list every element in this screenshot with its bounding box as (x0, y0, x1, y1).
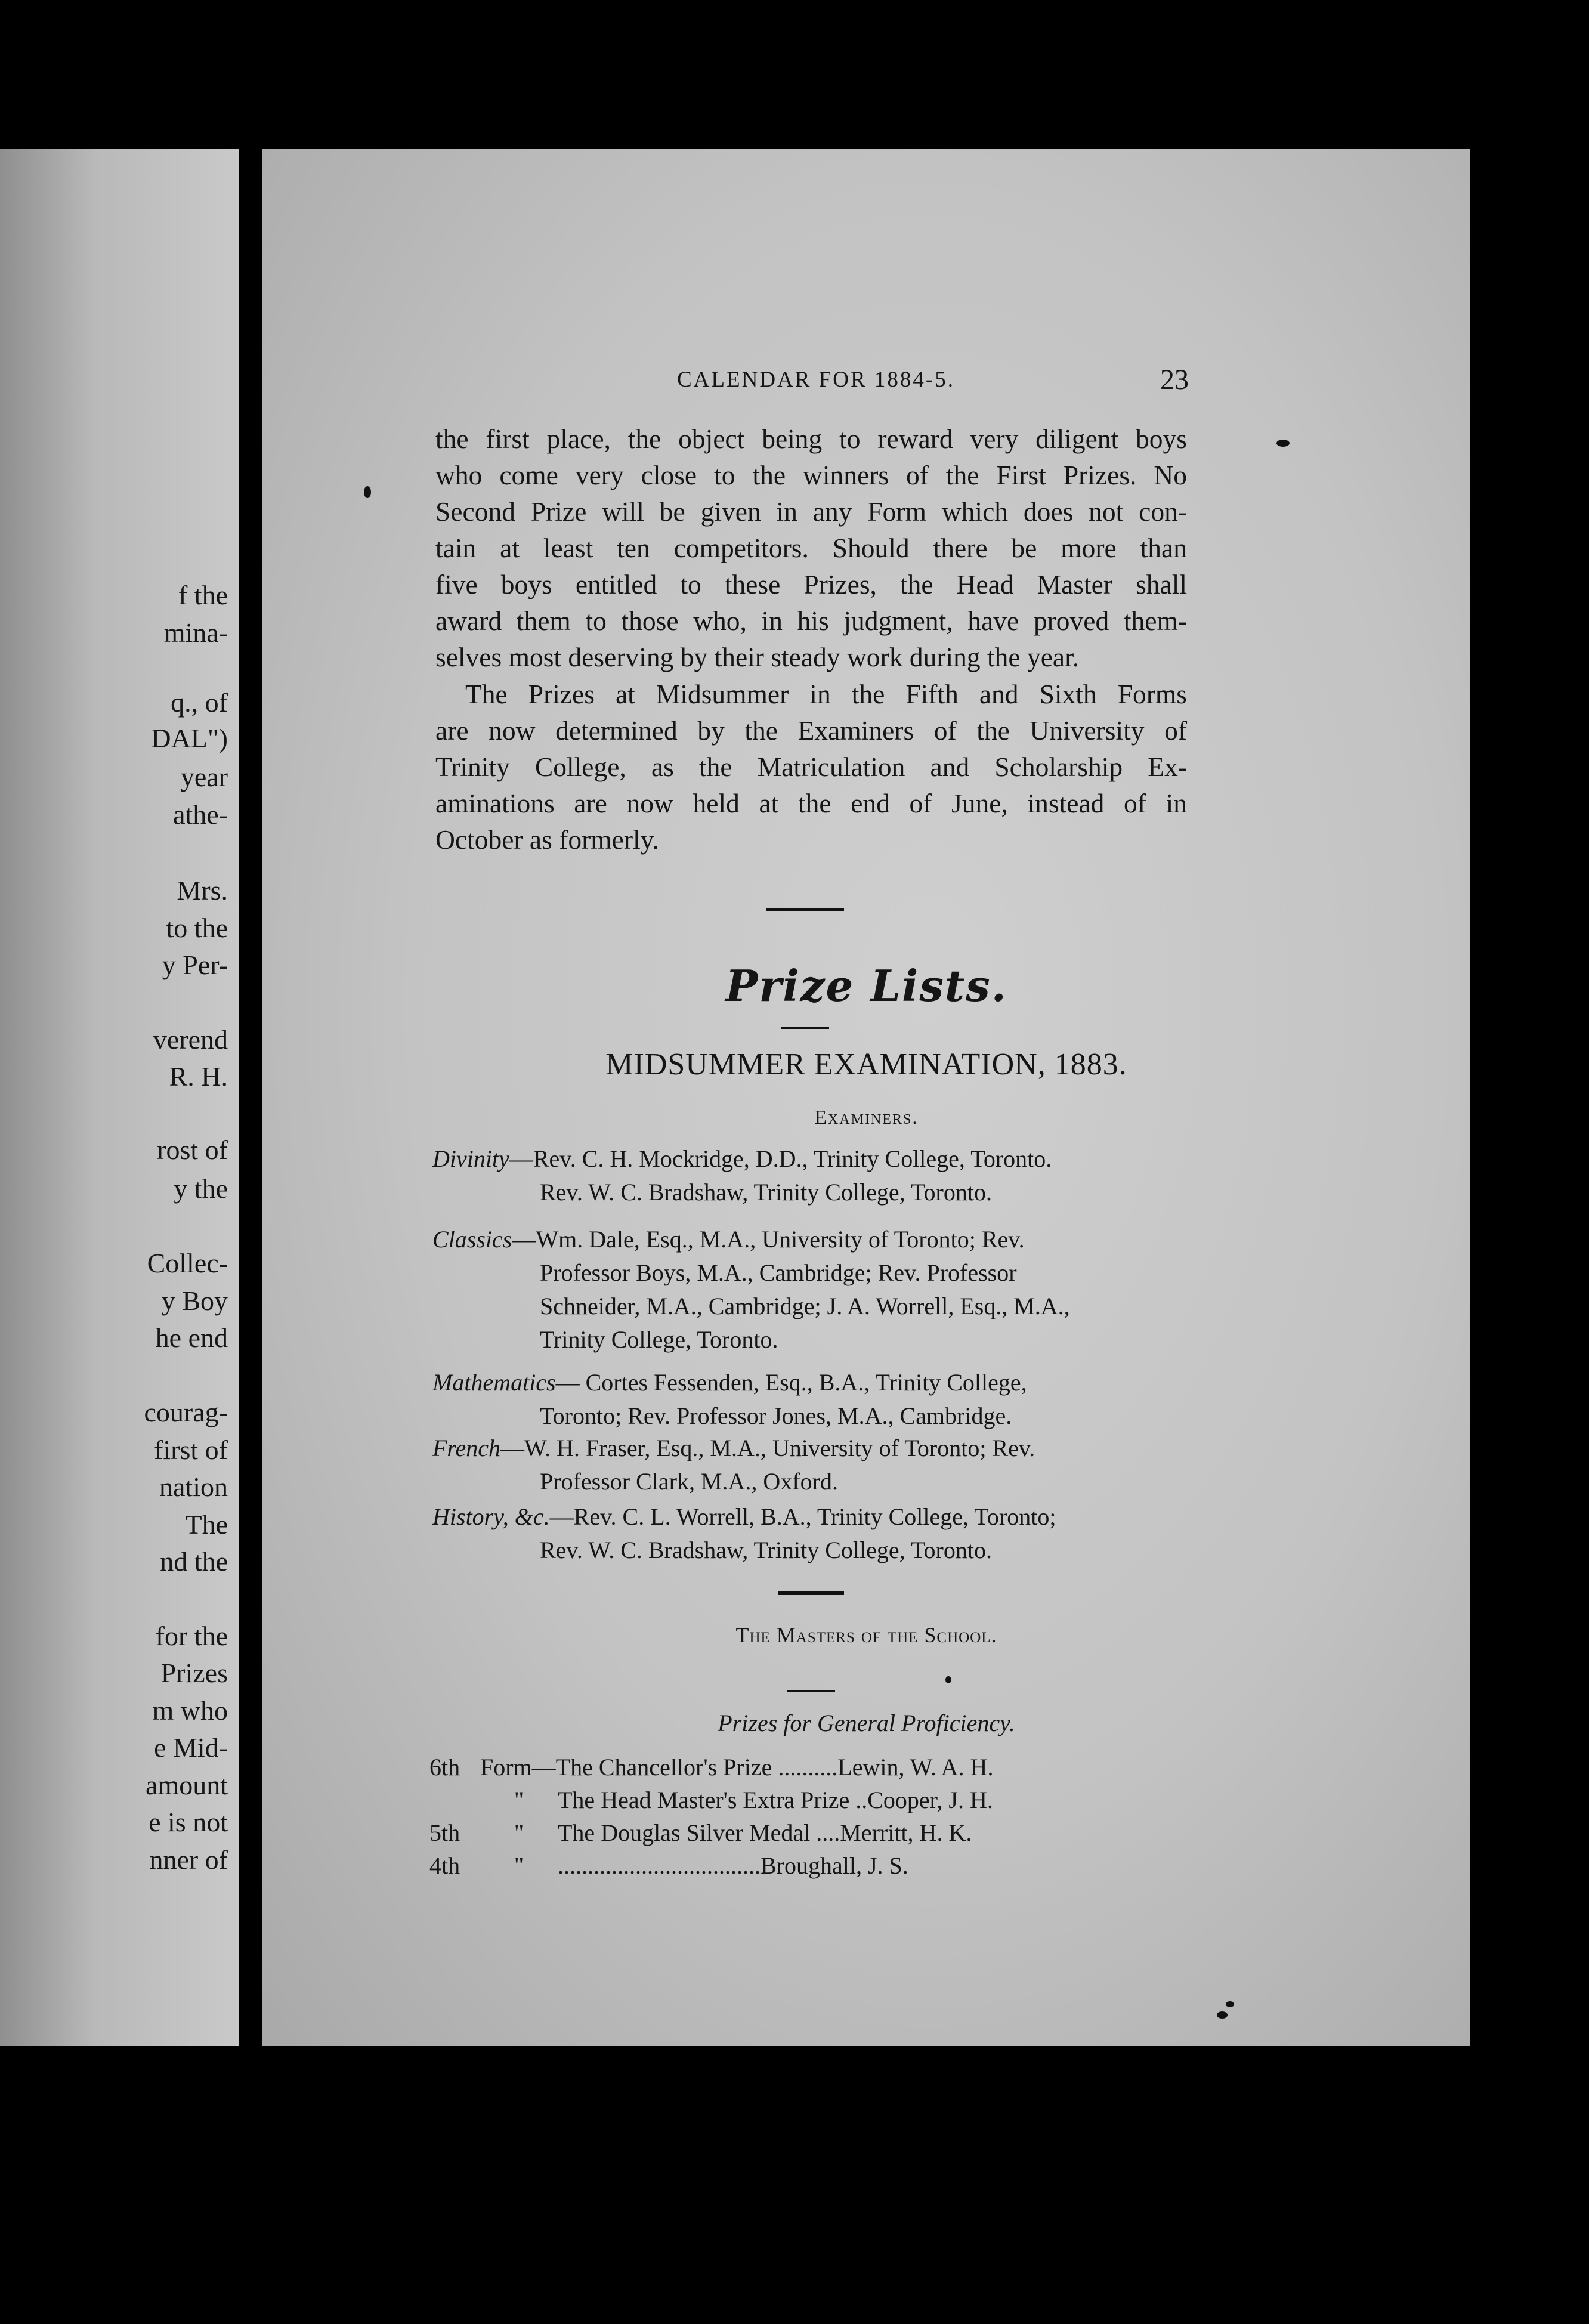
prize-winner: Merritt, H. K. (840, 1819, 972, 1846)
paragraph-1 (435, 421, 1187, 675)
masters-line: The Masters of the School. (735, 1623, 997, 1647)
subject-label: History, &c. (432, 1503, 550, 1530)
page-gutter (239, 149, 262, 2046)
prize-row (429, 1751, 993, 1784)
document-page (262, 149, 1470, 2046)
text-line: tain at least ten competitors. Should there be more than (435, 533, 1187, 563)
prize-winner: Broughall, J. S. (761, 1852, 908, 1879)
left-page-line: courag- (144, 1397, 228, 1427)
text-line: October as formerly. (435, 824, 659, 855)
prize-name: The Chancellor's Prize .......... (555, 1754, 838, 1781)
prize-form-word: Form— (480, 1754, 556, 1781)
ink-speck (1217, 2011, 1228, 2019)
examiner-text: —Wm. Dale, Esq., M.A., University of Toronto; Rev. (512, 1226, 1025, 1253)
text-line: award them to those who, in his judgment, have proved them- (435, 605, 1187, 636)
left-page-line: DAL") (151, 723, 228, 753)
prize-name: The Douglas Silver Medal .... (558, 1819, 840, 1846)
ink-speck (945, 1676, 951, 1683)
left-page-line: y Per- (162, 950, 228, 980)
left-page-line: mina- (163, 617, 228, 648)
prize-form: 4th (429, 1852, 460, 1879)
prize-name: .................................. (558, 1852, 761, 1879)
subject-label: French (432, 1435, 501, 1461)
section-divider (766, 908, 844, 911)
examiner-text: Rev. W. C. Bradshaw, Trinity College, Toronto. (540, 1179, 992, 1206)
paragraph-2 (435, 676, 1187, 858)
left-page-line: f the (178, 580, 228, 610)
left-page-line: Mrs. (177, 875, 228, 906)
page-number: 23 (1160, 364, 1189, 395)
examiner-entry-classics (432, 1223, 1208, 1356)
left-page-line: e Mid- (154, 1732, 228, 1763)
facing-page-fragment (0, 149, 239, 2046)
left-page-line: q., of (171, 687, 228, 718)
text-line: who come very close to the winners of the First Prizes. No (435, 460, 1187, 490)
examiner-text: Trinity College, Toronto. (540, 1326, 778, 1353)
left-page-line: e is not (149, 1807, 228, 1837)
left-page-line: for the (155, 1621, 228, 1651)
examiner-text: —W. H. Fraser, Esq., M.A., University of Toronto; Rev. (500, 1435, 1035, 1461)
left-page-line: R. H. (169, 1061, 228, 1092)
left-page-line: athe- (173, 799, 228, 830)
ink-speck (364, 486, 371, 498)
left-page-line: year (180, 762, 228, 792)
running-title: CALENDAR FOR 1884-5. (677, 367, 955, 392)
left-page-line: nner of (149, 1844, 228, 1875)
subject-label: Classics (432, 1226, 512, 1253)
text-line: five boys entitled to these Prizes, the Head Master shall (435, 569, 1187, 599)
left-page-line: nd the (160, 1546, 228, 1577)
prize-form-word: " (514, 1819, 524, 1846)
examiners-heading: Examiners. (814, 1107, 919, 1129)
examiner-text: Toronto; Rev. Professor Jones, M.A., Cambridge. (540, 1402, 1012, 1429)
prize-form-word: " (514, 1852, 524, 1879)
subject-label: Mathematics (432, 1369, 556, 1396)
text-line: The Prizes at Midsummer in the Fifth and Sixth Forms (465, 679, 1187, 709)
text-line: the first place, the object being to reward very diligent boys (435, 424, 1187, 454)
left-page-line: to the (166, 913, 228, 943)
prize-row (429, 1849, 908, 1883)
section-divider (778, 1591, 844, 1595)
examiner-entry-divinity (432, 1142, 1208, 1209)
prize-winner: Lewin, W. A. H. (837, 1754, 994, 1781)
left-page-line: rost of (157, 1135, 228, 1165)
examiner-entry-french (432, 1432, 1208, 1498)
left-page-line: nation (159, 1472, 228, 1502)
subject-label: Divinity (432, 1145, 509, 1172)
left-page-line: Collec- (147, 1248, 228, 1278)
examiner-text: Rev. W. C. Bradshaw, Trinity College, Toronto. (540, 1537, 992, 1563)
heading-rule (781, 1027, 829, 1029)
left-page-line: Prizes (160, 1658, 228, 1688)
general-proficiency-heading: Prizes for General Proficiency. (718, 1710, 1015, 1736)
left-page-line: y the (174, 1173, 228, 1204)
left-page-line: first of (154, 1435, 228, 1465)
text-line: selves most deserving by their steady work during the year. (435, 642, 1080, 672)
text-line: are now determined by the Examiners of the University of (435, 715, 1187, 746)
ink-speck (1276, 440, 1290, 447)
prize-form: 6th (429, 1754, 460, 1781)
examiner-text: Schneider, M.A., Cambridge; J. A. Worrell, Esq., M.A., (540, 1293, 1070, 1319)
prize-form-word: " (514, 1787, 524, 1813)
examiner-text: Professor Clark, M.A., Oxford. (540, 1468, 838, 1495)
ink-speck (1226, 2001, 1234, 2007)
text-line: Trinity College, as the Matriculation and Scholarship Ex- (435, 752, 1187, 782)
text-line: aminations are now held at the end of June, instead of in (435, 788, 1187, 818)
left-page-line: The (185, 1509, 228, 1540)
prize-winner: Cooper, J. H. (867, 1787, 993, 1813)
examiner-text: —Rev. C. H. Mockridge, D.D., Trinity College, Toronto. (509, 1145, 1052, 1172)
prize-form: 5th (429, 1819, 460, 1846)
examiner-entry-history (432, 1500, 1208, 1567)
prize-row (429, 1816, 972, 1850)
examiner-text: Professor Boys, M.A., Cambridge; Rev. Professor (540, 1259, 1017, 1286)
heading-rule (787, 1690, 835, 1692)
left-page-line: y Boy (161, 1285, 228, 1316)
left-page-line: he end (155, 1322, 228, 1353)
examiner-entry-mathematics (432, 1366, 1208, 1433)
running-header (262, 364, 1470, 403)
left-page-line: amount (146, 1770, 228, 1800)
examination-title: MIDSUMMER EXAMINATION, 1883. (605, 1047, 1127, 1081)
left-page-line: m who (152, 1695, 228, 1726)
prize-row (429, 1784, 993, 1817)
examiner-text: — Cortes Fessenden, Esq., B.A., Trinity College, (555, 1369, 1027, 1396)
prize-lists-heading: Prize Lists. (725, 960, 1007, 1011)
prize-name: The Head Master's Extra Prize .. (558, 1787, 868, 1813)
text-line: Second Prize will be given in any Form which does not con- (435, 496, 1187, 527)
left-page-line: verend (153, 1024, 228, 1055)
examiner-text: —Rev. C. L. Worrell, B.A., Trinity College, Toronto; (549, 1503, 1056, 1530)
